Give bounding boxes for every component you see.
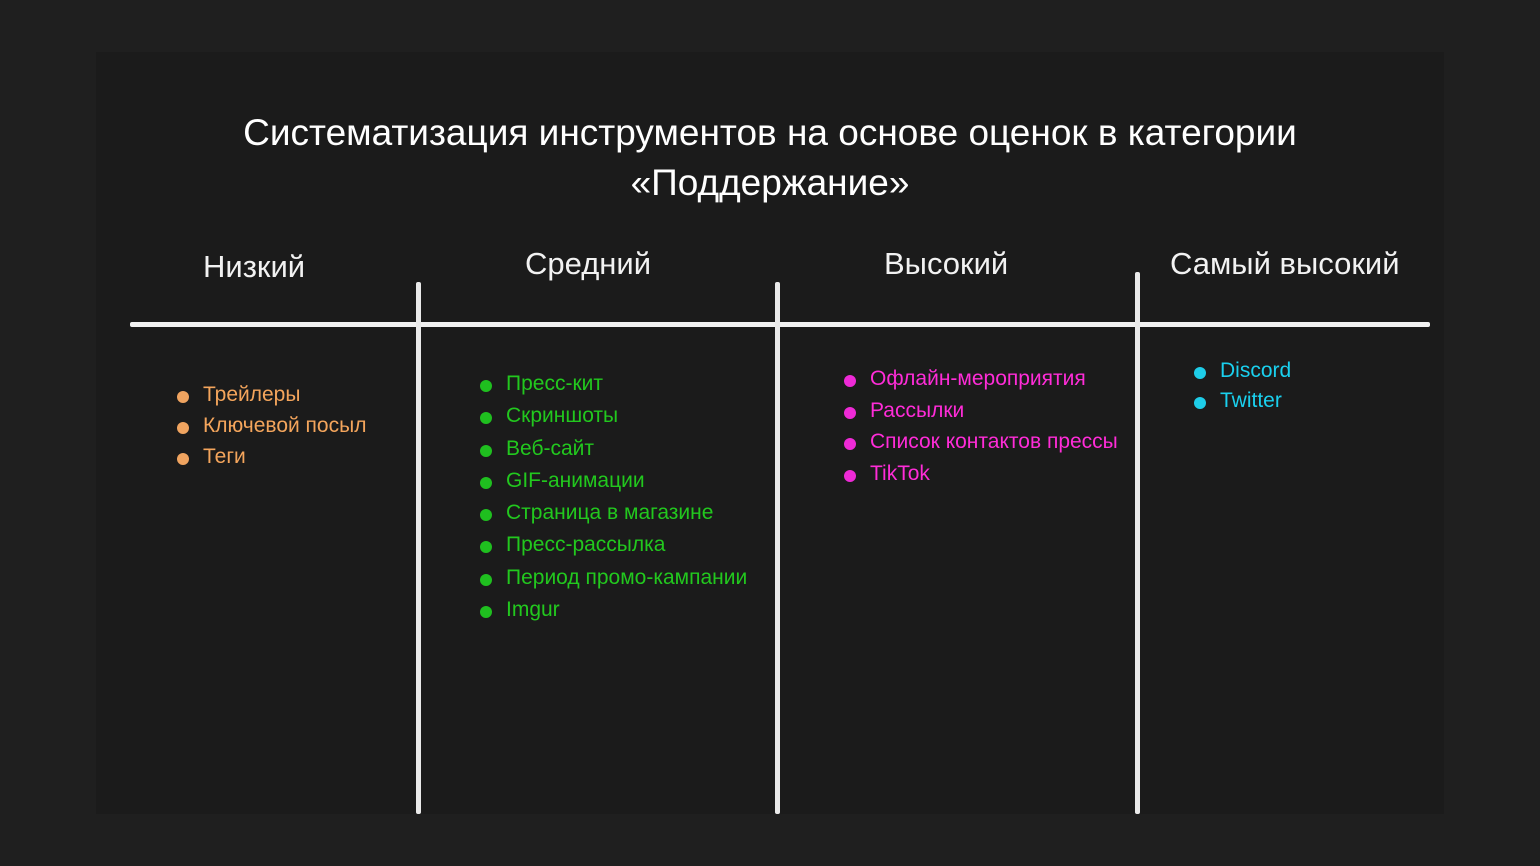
tool-label: Пресс-кит: [506, 372, 603, 395]
highest-tools-list: [1194, 358, 1291, 418]
list-item: [844, 429, 1118, 461]
list-item: [480, 532, 747, 564]
bullet-dot: [480, 445, 492, 457]
bullet-dot: [480, 412, 492, 424]
list-item: [480, 436, 747, 468]
title-line-1: Систематизация инструментов на основе оценок в категории: [243, 112, 1297, 153]
tool-label: GIF-анимации: [506, 468, 645, 492]
tool-label: Веб-сайт: [506, 436, 594, 460]
bullet-dot: [480, 574, 492, 586]
list-item: [480, 403, 747, 435]
column-divider-1: [416, 282, 421, 814]
list-item: [844, 461, 1118, 493]
bullet-dot: [480, 477, 492, 489]
bullet-dot: [480, 541, 492, 553]
list-item: [177, 444, 366, 475]
column-heading-high: Высокий: [884, 246, 1009, 281]
high-tools-list: [844, 366, 1118, 493]
bullet-dot: [177, 391, 189, 403]
bullet-dot: [844, 438, 856, 450]
bullet-dot: [480, 509, 492, 521]
tool-label: Ключевой посыл: [203, 414, 367, 437]
tool-label: Imgur: [506, 598, 560, 622]
column-divider-3: [1135, 272, 1140, 814]
bullet-dot: [844, 375, 856, 387]
list-item: [480, 500, 747, 532]
list-item: [480, 597, 747, 629]
bullet-dot: [480, 606, 492, 618]
tool-label: Период промо-кампании: [506, 565, 748, 589]
tool-label: Теги: [203, 445, 246, 468]
tool-label: Пресс-рассылка: [506, 533, 666, 557]
tool-label: Скриншоты: [506, 404, 619, 428]
slide-title: [0, 108, 1540, 208]
list-item: [480, 371, 747, 403]
list-item: [480, 565, 747, 597]
bullet-dot: [1194, 397, 1206, 409]
list-item: [177, 382, 366, 413]
tool-label: Рассылки: [870, 398, 965, 422]
column-heading-medium: Средний: [525, 246, 652, 281]
bullet-dot: [177, 422, 189, 434]
column-heading-highest: Самый высокий: [1170, 246, 1400, 281]
bullet-dot: [1194, 367, 1206, 379]
title-line-2: «Поддержание»: [630, 162, 910, 203]
column-divider-2: [775, 282, 780, 814]
bullet-dot: [844, 470, 856, 482]
tool-label: TikTok: [870, 462, 930, 486]
tool-label: Discord: [1220, 359, 1292, 382]
tool-label: Список контактов прессы: [870, 430, 1118, 454]
medium-tools-list: [480, 371, 747, 629]
tool-label: Офлайн-мероприятия: [870, 367, 1086, 390]
header-divider-line: [130, 322, 1430, 327]
tool-label: Страница в магазине: [506, 501, 714, 525]
list-item: [844, 366, 1118, 398]
column-heading-low: Низкий: [203, 249, 306, 284]
bullet-dot: [844, 407, 856, 419]
low-tools-list: [177, 382, 366, 475]
list-item: [177, 413, 366, 444]
bullet-dot: [480, 380, 492, 392]
tool-label: Twitter: [1220, 389, 1282, 412]
list-item: [844, 398, 1118, 430]
bullet-dot: [177, 453, 189, 465]
list-item: [480, 468, 747, 500]
list-item: [1194, 388, 1291, 418]
tool-label: Трейлеры: [203, 383, 301, 406]
list-item: [1194, 358, 1291, 388]
